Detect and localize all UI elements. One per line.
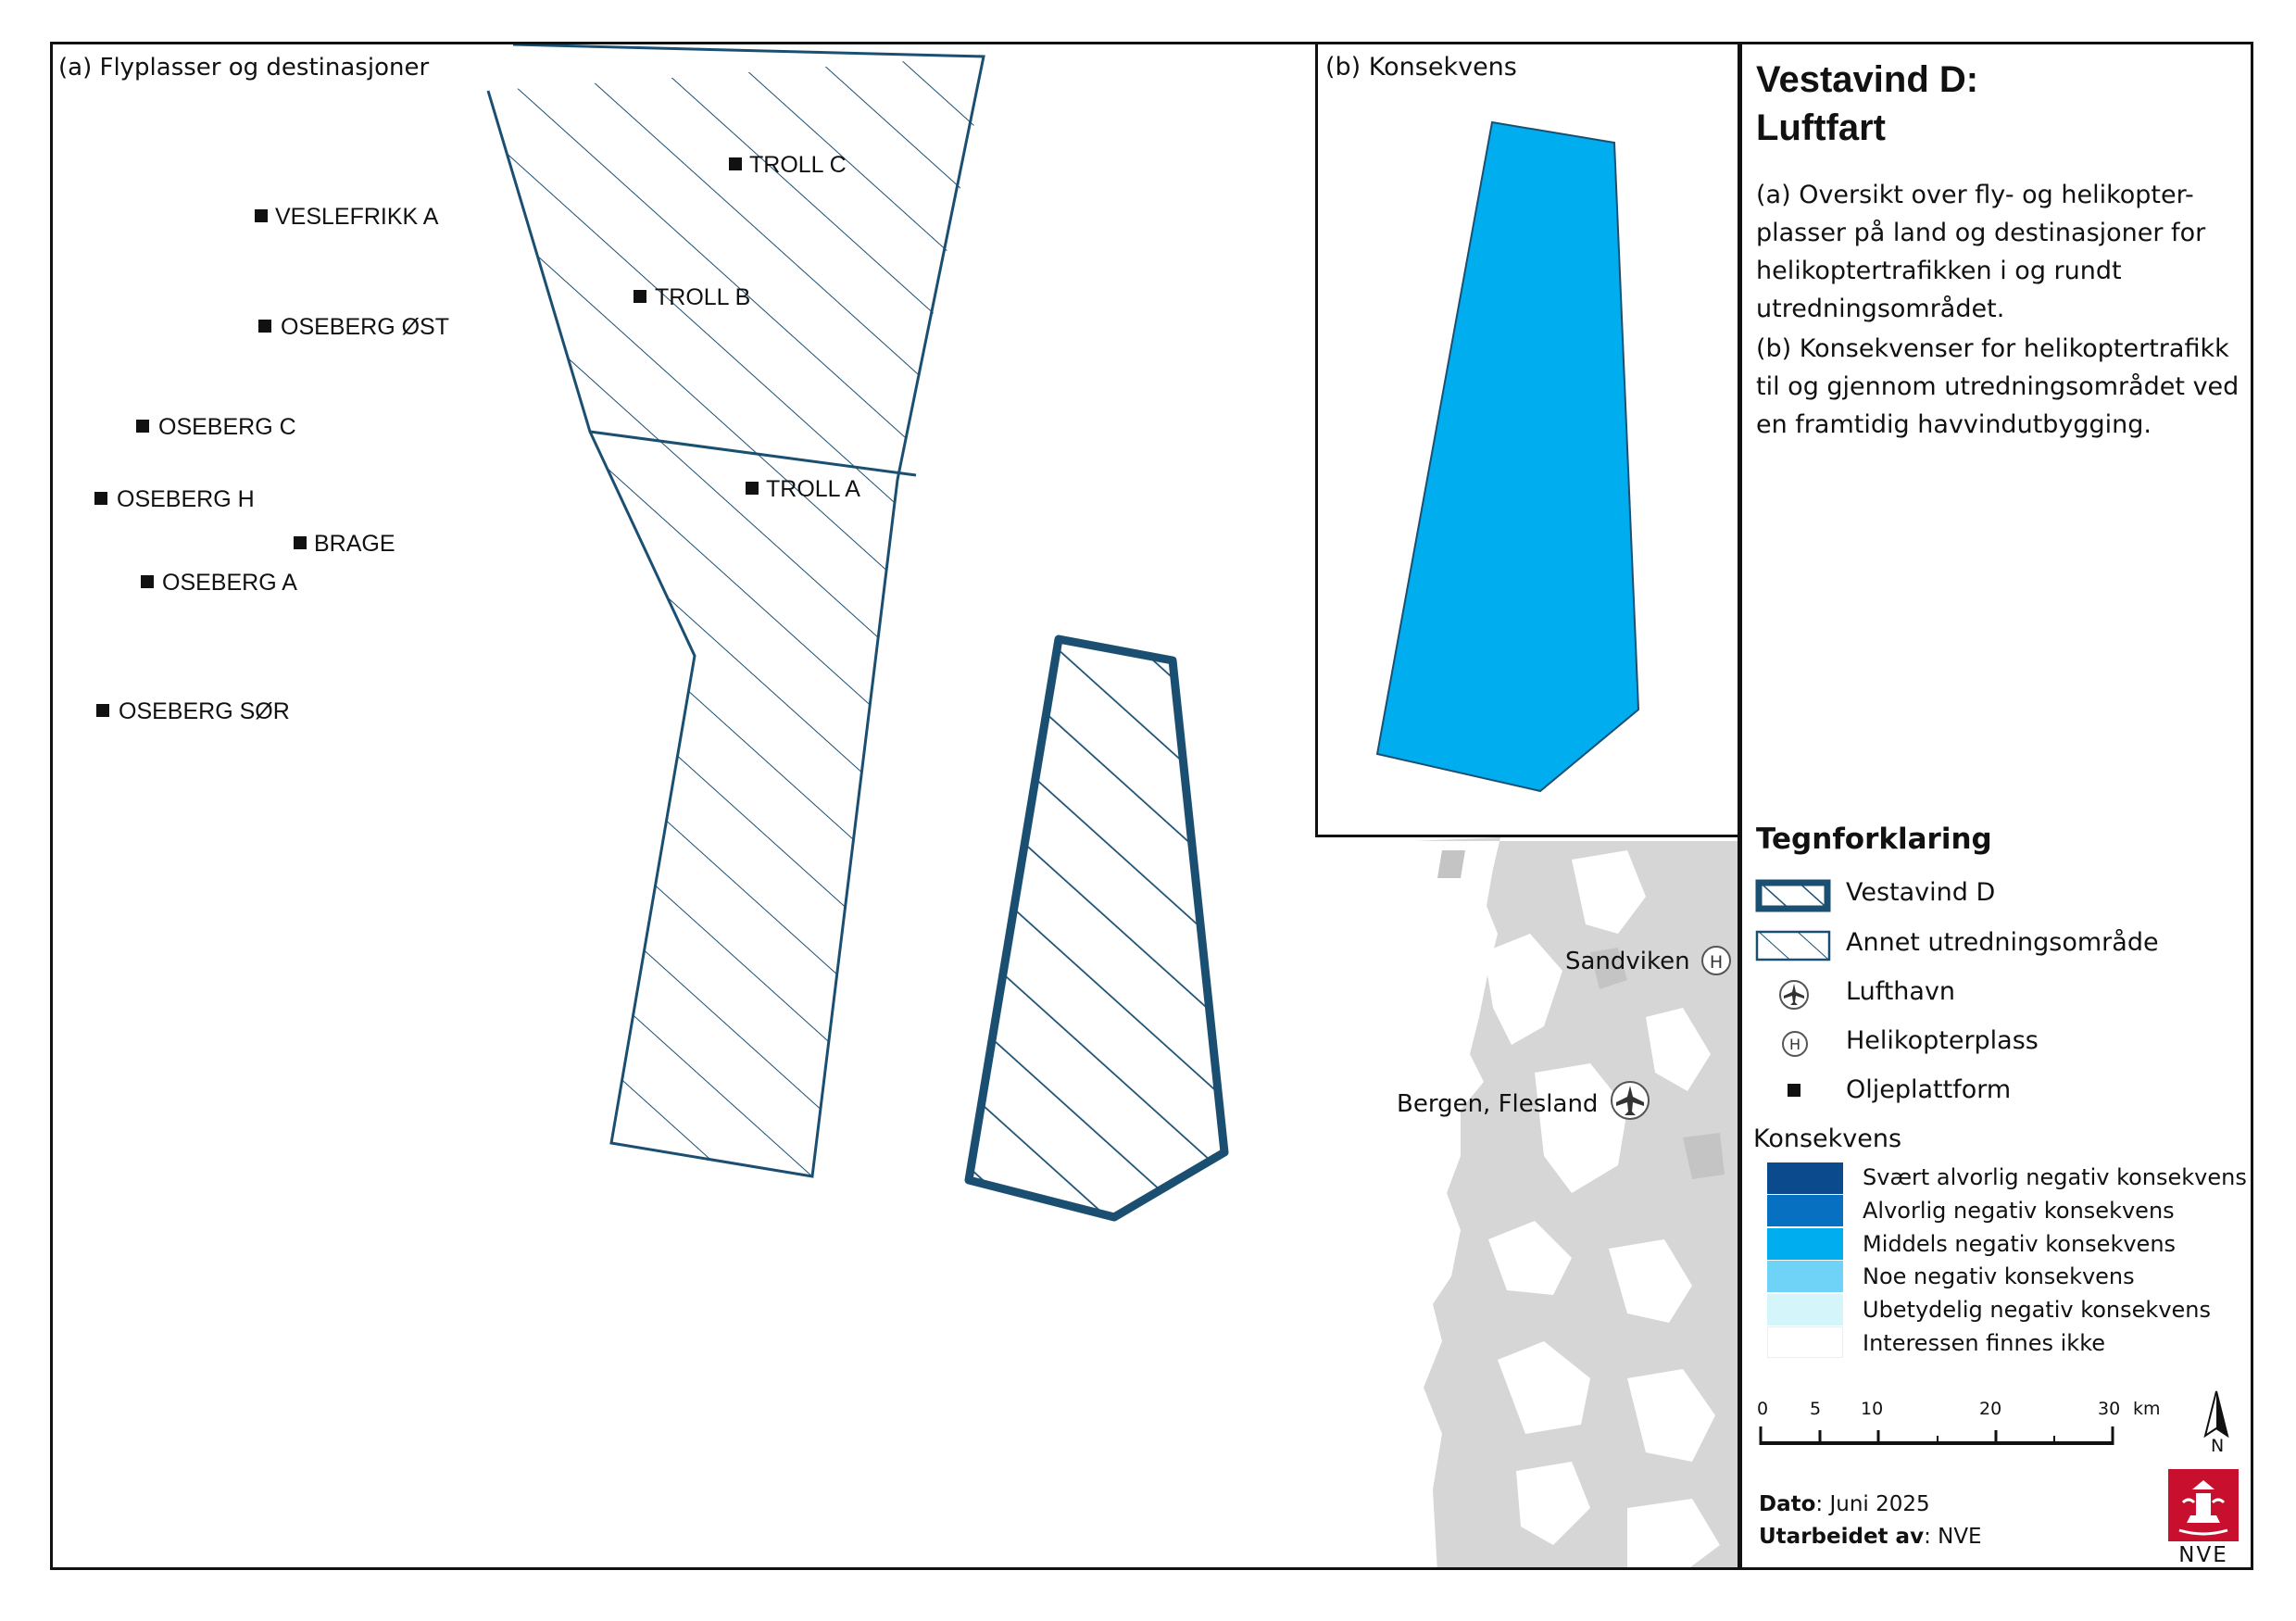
platform-label: VESLEFRIKK A: [275, 204, 439, 230]
platform-marker: [729, 157, 742, 170]
platform-marker: [96, 704, 109, 717]
platform-label: BRAGE: [314, 531, 395, 557]
legend-annet-label: Annet utredningsområde: [1846, 928, 2159, 957]
legend-heading: Tegnforklaring: [1756, 823, 1992, 856]
legend-platform-marker: [1788, 1084, 1800, 1097]
map-title-line1: Vestavind D:: [1756, 59, 1979, 100]
legend-vestavind-d-label: Vestavind D: [1846, 878, 1996, 907]
map-frame: [50, 42, 1740, 1570]
vestavind-d-polygon[interactable]: [969, 639, 1224, 1217]
platform-label: OSEBERG H: [117, 486, 255, 512]
platform-label: OSEBERG C: [158, 414, 296, 440]
svg-text:H: H: [1788, 1036, 1801, 1053]
panel-b-label: (b) Konsekvens: [1325, 53, 1517, 82]
info-panel: Vestavind D: Luftfart (a) Oversikt over fly- og helikopter- plasser på land og destinasjoner for helikoptertrafikken i og rundt utredningsområdet. (b) Konsekvenser for helikoptertrafikk til og gjennom utredningsområdet ved en framtidig havvindutbygging. Tegnforklaring Vestavind D Annet utredningsområde Lufthavn H Helikopterplass Oljeplattform Konsekvens Svært alvorlig negativ konsekvens Alvorlig negativ konsekvens Middels negativ konsekvens Noe negativ konsekvens Ubetydelig negativ konsekvens Interessen finnes ikke 0 5 10 20 30 km N Dato: Juni 2025 Utarbeidet av: NVE NVE: [1739, 42, 2253, 1570]
legend-vestavind-d-swatch: [1755, 879, 1831, 912]
class-swatch: [1767, 1294, 1843, 1326]
inset-panel-b: [1315, 44, 1740, 837]
class-label: Interessen finnes ikke: [1863, 1330, 2105, 1356]
class-label: Middels negativ konsekvens: [1863, 1231, 2177, 1257]
platform-label: OSEBERG SØR: [119, 698, 290, 724]
date-line: Dato: Juni 2025: [1759, 1492, 1930, 1516]
svg-text:H: H: [1709, 952, 1724, 973]
legend-airport-label: Lufthavn: [1846, 977, 1956, 1006]
heliport-icon: [1702, 947, 1730, 974]
class-swatch: [1767, 1261, 1843, 1292]
class-swatch: [1767, 1228, 1843, 1260]
class-label: Alvorlig negativ konsekvens: [1863, 1198, 2175, 1224]
north-label: N: [2211, 1436, 2225, 1456]
platform-label: OSEBERG ØST: [281, 314, 449, 340]
class-swatch: [1767, 1326, 1843, 1358]
legend-airport-icon: [1777, 978, 1811, 1012]
airport-icon: [1612, 1082, 1649, 1119]
legend-annet-swatch: [1755, 929, 1831, 962]
platform-marker: [141, 575, 154, 588]
platform-marker: [294, 536, 307, 549]
platform-marker: [136, 420, 149, 433]
map-title-line2: Luftfart: [1756, 107, 1886, 148]
platform-label: OSEBERG A: [162, 570, 297, 596]
platform-marker: [258, 320, 271, 333]
legend-platform-label: Oljeplattform: [1846, 1075, 2012, 1104]
heliport-label: Sandviken: [1565, 948, 1690, 975]
nve-logo: NVE: [2168, 1469, 2239, 1567]
platform-marker: [255, 209, 268, 222]
class-label: Noe negativ konsekvens: [1863, 1263, 2135, 1289]
platform-label: TROLL B: [655, 284, 751, 310]
consequence-heading: Konsekvens: [1753, 1125, 1902, 1153]
vestavind-d-consequence-polygon: [1377, 122, 1638, 791]
class-label: Svært alvorlig negativ konsekvens: [1863, 1164, 2247, 1190]
platform-label: TROLL C: [749, 152, 847, 178]
airport-label: Bergen, Flesland: [1397, 1090, 1599, 1118]
author-line: Utarbeidet av: NVE: [1759, 1525, 1982, 1549]
platform-marker: [634, 290, 646, 303]
class-label: Ubetydelig negativ konsekvens: [1863, 1297, 2211, 1323]
legend-heliport-label: Helikopterplass: [1846, 1026, 2039, 1055]
inset-map[interactable]: [1318, 44, 1740, 837]
class-swatch: [1767, 1162, 1843, 1194]
class-swatch: [1767, 1195, 1843, 1226]
platform-label: TROLL A: [766, 476, 860, 502]
legend-heliport-icon: [1779, 1028, 1811, 1060]
platform-marker: [746, 482, 759, 495]
panel-a-label: (a) Flyplasser og destinasjoner: [58, 54, 430, 82]
platform-marker: [94, 492, 107, 505]
annet-utredningsomrade-polygon[interactable]: [486, 44, 984, 1176]
